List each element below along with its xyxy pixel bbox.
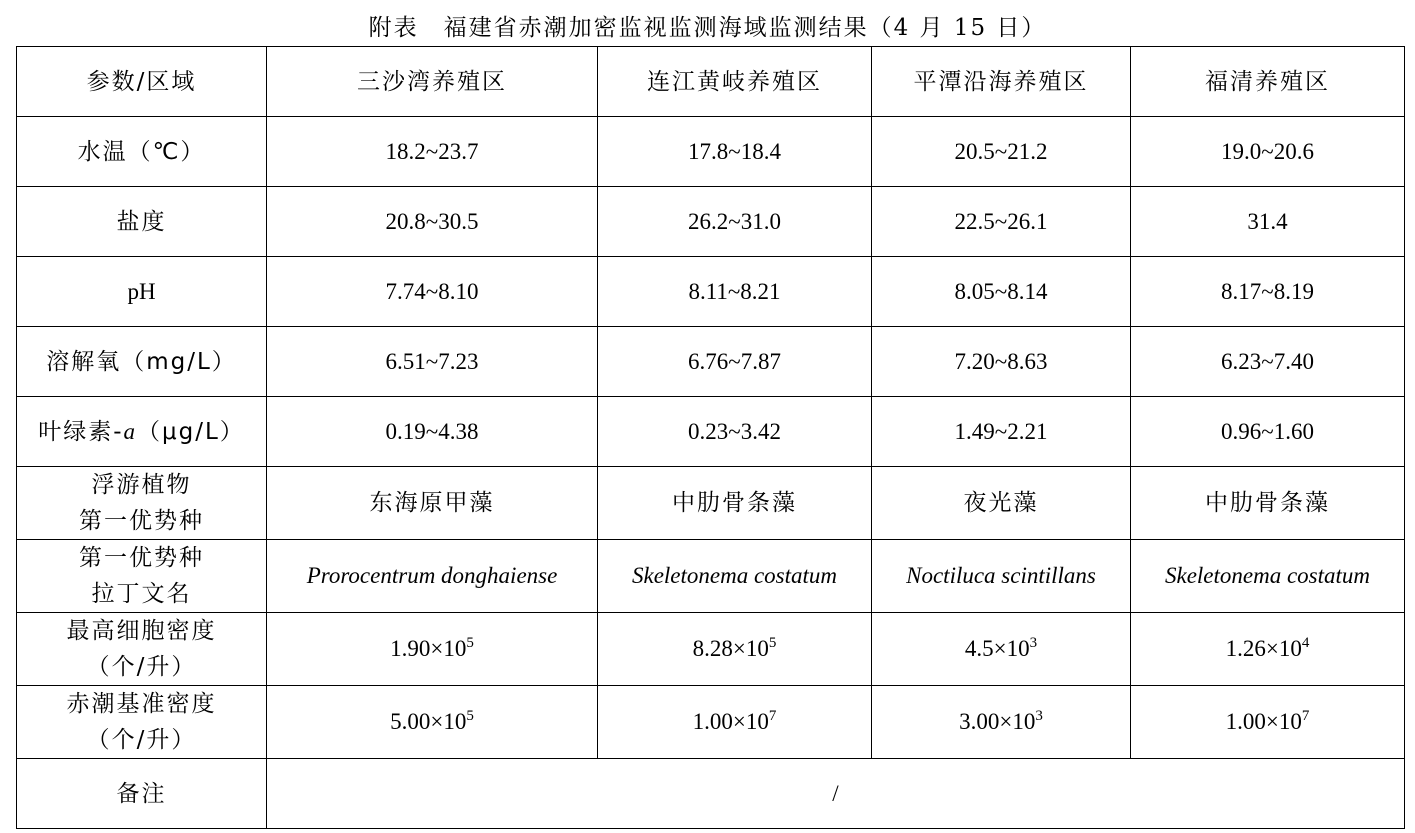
row-label-water-temp: 水温（℃）	[17, 117, 267, 187]
baseline-density-label-line2: （个/升）	[86, 727, 197, 753]
cell-do-fuqing: 6.23~7.40	[1131, 327, 1405, 397]
cell-chlorophyll-sansha: 0.19~4.38	[267, 397, 598, 467]
max-density-sansha-mantissa: 1.90×10	[390, 636, 467, 661]
cell-baseline-density-pingtan	[872, 686, 1131, 759]
cell-do-lianjiang: 6.76~7.87	[598, 327, 872, 397]
cell-remarks-value: /	[267, 759, 1405, 829]
header-region-pingtan-coast: 平潭沿海养殖区	[872, 47, 1131, 117]
baseline-density-lianjiang-mantissa: 1.00×10	[692, 709, 769, 734]
cell-water-temp-sansha: 18.2~23.7	[267, 117, 598, 187]
cell-water-temp-lianjiang: 17.8~18.4	[598, 117, 872, 187]
row-label-dominant-species	[17, 467, 267, 540]
chlorophyll-label-italic: a	[123, 418, 137, 444]
baseline-density-pingtan-mantissa: 3.00×10	[959, 709, 1036, 734]
cell-chlorophyll-fuqing: 0.96~1.60	[1131, 397, 1405, 467]
chlorophyll-label-prefix: 叶绿素-	[38, 418, 124, 445]
header-row	[17, 47, 1405, 117]
monitoring-results-table	[16, 46, 1405, 829]
cell-do-sansha: 6.51~7.23	[267, 327, 598, 397]
baseline-density-fuqing-mantissa: 1.00×10	[1225, 709, 1302, 734]
max-density-fuqing-mantissa: 1.26×10	[1225, 636, 1302, 661]
latin-name-label-line2: 拉丁文名	[91, 581, 192, 607]
table-row-dominant-species	[17, 467, 1405, 540]
cell-salinity-pingtan: 22.5~26.1	[872, 187, 1131, 257]
baseline-density-fuqing-exponent: 7	[1301, 708, 1310, 724]
cell-latin-sansha: Prorocentrum donghaiense	[267, 540, 598, 613]
cell-ph-fuqing: 8.17~8.19	[1131, 257, 1405, 327]
cell-water-temp-pingtan: 20.5~21.2	[872, 117, 1131, 187]
row-label-dissolved-oxygen: 溶解氧（mg/L）	[17, 327, 267, 397]
max-density-sansha-exponent: 5	[466, 635, 474, 651]
table-row-max-density	[17, 613, 1405, 686]
max-density-label-line2: （个/升）	[86, 654, 197, 680]
table-row-chlorophyll	[17, 397, 1405, 467]
cell-max-density-pingtan	[872, 613, 1131, 686]
cell-max-density-sansha	[267, 613, 598, 686]
max-density-fuqing-exponent: 4	[1301, 635, 1310, 651]
cell-chlorophyll-pingtan: 1.49~2.21	[872, 397, 1131, 467]
table-row-water-temp	[17, 117, 1405, 187]
row-label-ph: pH	[17, 257, 267, 327]
max-density-lianjiang-mantissa: 8.28×10	[692, 636, 769, 661]
cell-ph-lianjiang: 8.11~8.21	[598, 257, 872, 327]
dominant-species-label-line1: 浮游植物	[91, 472, 192, 498]
cell-max-density-lianjiang	[598, 613, 872, 686]
baseline-density-lianjiang-exponent: 7	[768, 708, 777, 724]
baseline-density-pingtan-exponent: 3	[1035, 708, 1043, 724]
header-param-cell: 参数/区域	[17, 47, 267, 117]
cell-ph-pingtan: 8.05~8.14	[872, 257, 1131, 327]
header-region-sansha-bay: 三沙湾养殖区	[267, 47, 598, 117]
table-row-salinity	[17, 187, 1405, 257]
row-label-remarks: 备注	[17, 759, 267, 829]
latin-name-label-line1: 第一优势种	[79, 545, 204, 571]
header-region-fuqing: 福清养殖区	[1131, 47, 1405, 117]
table-row-dissolved-oxygen	[17, 327, 1405, 397]
baseline-density-sansha-mantissa: 5.00×10	[390, 709, 467, 734]
cell-water-temp-fuqing: 19.0~20.6	[1131, 117, 1405, 187]
cell-latin-pingtan: Noctiluca scintillans	[872, 540, 1131, 613]
cell-chlorophyll-lianjiang: 0.23~3.42	[598, 397, 872, 467]
chlorophyll-label-suffix: （μg/L）	[137, 418, 245, 445]
row-label-latin-name	[17, 540, 267, 613]
cell-salinity-sansha: 20.8~30.5	[267, 187, 598, 257]
table-row-ph	[17, 257, 1405, 327]
baseline-density-label-line1: 赤潮基准密度	[66, 691, 217, 717]
dominant-species-label-line2: 第一优势种	[79, 508, 204, 534]
cell-max-density-fuqing	[1131, 613, 1405, 686]
cell-ph-sansha: 7.74~8.10	[267, 257, 598, 327]
row-label-chlorophyll	[17, 397, 267, 467]
cell-salinity-fuqing: 31.4	[1131, 187, 1405, 257]
cell-latin-lianjiang: Skeletonema costatum	[598, 540, 872, 613]
cell-do-pingtan: 7.20~8.63	[872, 327, 1131, 397]
cell-latin-fuqing: Skeletonema costatum	[1131, 540, 1405, 613]
max-density-pingtan-mantissa: 4.5×10	[964, 636, 1030, 661]
cell-species-pingtan: 夜光藻	[872, 467, 1131, 540]
cell-baseline-density-sansha	[267, 686, 598, 759]
max-density-pingtan-exponent: 3	[1029, 635, 1038, 651]
table-row-baseline-density	[17, 686, 1405, 759]
row-label-baseline-density	[17, 686, 267, 759]
table-row-remarks	[17, 759, 1405, 829]
baseline-density-sansha-exponent: 5	[466, 708, 474, 724]
max-density-label-line1: 最高细胞密度	[66, 618, 217, 644]
row-label-salinity: 盐度	[17, 187, 267, 257]
header-region-lianjiang-huangqi: 连江黄岐养殖区	[598, 47, 872, 117]
cell-species-lianjiang: 中肋骨条藻	[598, 467, 872, 540]
row-label-max-density	[17, 613, 267, 686]
cell-baseline-density-fuqing	[1131, 686, 1405, 759]
table-title: 附表 福建省赤潮加密监视监测海域监测结果（4 月 15 日）	[368, 15, 1047, 41]
cell-species-fuqing: 中肋骨条藻	[1131, 467, 1405, 540]
cell-species-sansha: 东海原甲藻	[267, 467, 598, 540]
table-row-latin-name	[17, 540, 1405, 613]
cell-baseline-density-lianjiang	[598, 686, 872, 759]
max-density-lianjiang-exponent: 5	[768, 635, 777, 651]
cell-salinity-lianjiang: 26.2~31.0	[598, 187, 872, 257]
